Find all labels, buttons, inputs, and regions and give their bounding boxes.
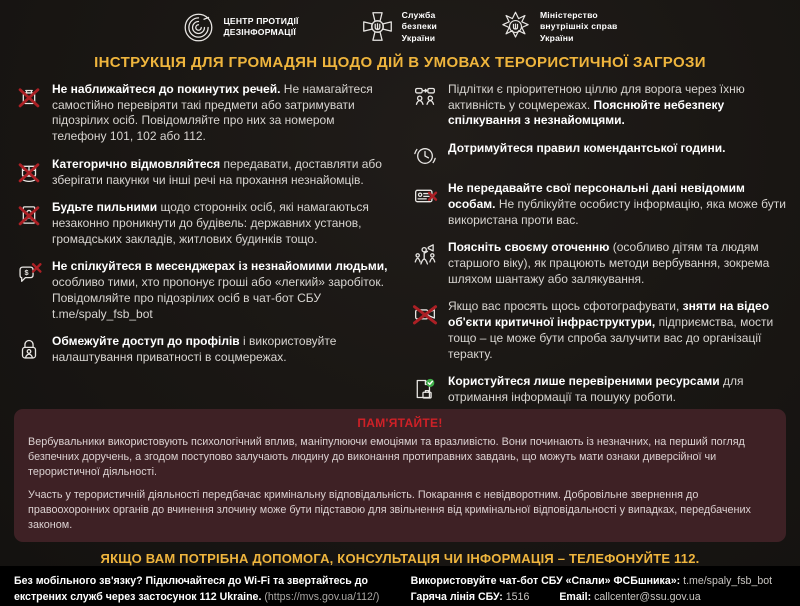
mvs-link[interactable]: (https://mvs.gov.ua/112/) (264, 591, 380, 604)
instruction-item (410, 374, 786, 405)
logo-sbu-logo (361, 10, 437, 44)
logo-cpd-logo (182, 11, 298, 44)
logo-mvs-logo (499, 10, 618, 44)
logo-label: ЦЕНТР ПРОТИДІЇ ДЕЗІНФОРМАЦІЇ (223, 15, 299, 37)
instruction-text: Категорично відмовляйтеся передавати, доставляти або зберігати пакунки чи інші речі на прохання незнайомців. (52, 156, 382, 187)
instruction-item (410, 299, 786, 362)
instruction-item (14, 157, 390, 188)
column-right (410, 82, 786, 406)
reminder-title: ПАМ'ЯТАЙТЕ! (357, 415, 443, 430)
instructions (0, 71, 800, 406)
instruction-text: Підлітки є пріоритетною ціллю для ворога через їхню активність у соцмережах. Пояснюйте небезпеку спілкування з незнайомцями. (448, 82, 745, 128)
logo-label: Міністерство внутрішніх справ України (539, 10, 618, 43)
instruction-item (14, 334, 390, 365)
email (559, 590, 700, 606)
instruction-text: Обмежуйте доступ до профілів і використовуйте налаштування приватності в соцмережах. (52, 334, 337, 365)
footer-right (411, 574, 784, 605)
instruction-text: Не наближайтеся до покинутих речей. Не намагайтеся самостійно перевіряти такі предмети або затримувати підозрілих осіб. Повідомляйте про них за номером телефону 101, 102 або 112. (52, 82, 373, 144)
help-text: ЯКЩО ВАМ ПОТРІБНА ДОПОМОГА, КОНСУЛЬТАЦІЯ ЧИ ІНФОРМАЦІЯ – (100, 551, 569, 567)
reminder-paragraph-1: Вербувальники використовують психологічний вплив, маніпулюючи емоціями та вразливістю. Вони починають із незначних, на перший погляд безпечних доручень, а згодом поступово залучають людину до виконання протиправних завдань, що можуть мати ознаки диверсійної чи терористичної діяльності. (28, 435, 745, 478)
footer-left (14, 574, 384, 605)
chat-money-crossed-icon (14, 259, 44, 322)
instruction-text: Будьте пильними щодо сторонніх осіб, які намагаються незаконно проникнути до будівель: державних установ, громадських закладів, житлових будинків тощо. (52, 200, 369, 246)
hotline (411, 590, 530, 606)
hotline-number: 1516 (505, 591, 530, 604)
instruction-item (410, 82, 786, 129)
hotline-label: Гаряча лінія СБУ: (410, 591, 503, 604)
camera-crossed-icon (410, 299, 440, 362)
reminder-paragraph-2: Участь у терористичній діяльності передбачає кримінальну відповідальність. Покарання є невідворотним. Добровільне звернення до правоохоронних органів до вчинення злочину може бути підставою для звільнення від кримінальної відповідальності у випадках, передбачених законом. (28, 489, 751, 532)
instruction-item (410, 240, 786, 287)
email-address[interactable]: callcenter@ssu.gov.ua (594, 591, 701, 604)
page-title: ІНСТРУКЦІЯ ДЛЯ ГРОМАДЯН ЩОДО ДІЙ В УМОВАХ ТЕРОРИСТИЧНОЇ ЗАГРОЗИ (94, 54, 706, 71)
help-line (0, 551, 800, 566)
email-label: Email: (559, 591, 592, 604)
instruction-item (410, 181, 786, 228)
header-logos (0, 0, 800, 47)
chatbot-link[interactable]: t.me/spaly_fsb_bot (683, 575, 773, 588)
verified-resources-icon (410, 374, 440, 405)
instruction-item (14, 259, 390, 322)
package-crossed-icon (14, 157, 44, 188)
help-phone: ТЕЛЕФОНУЙТЕ 112. (569, 551, 700, 567)
svg-text:$: $ (24, 268, 29, 278)
instruction-item (14, 82, 390, 145)
instruction-item (410, 141, 786, 169)
chatbot-line (411, 574, 784, 590)
column-left (14, 82, 390, 406)
instruction-text: Не спілкуйтеся в месенджерах із незнайомими людьми, особливо тими, хто пропонує гроші або «легкий» заробіток. Повідомляйте про підозрілих осіб в чат-бот СБУ t.me/spaly_fsb_bot (52, 259, 388, 321)
chatbot-label: Використовуйте чат-бот СБУ «Спали» ФСБшника»: (410, 575, 681, 588)
instruction-text: Якщо вас просять щось сфотографувати, зняти на відео об'єкти критичної інфраструктури, підприємства, мости тощо – це може бути спроба залучити вас до організації теракту. (448, 299, 774, 361)
logo-label: Служба безпеки України (401, 10, 437, 43)
instruction-text: Дотримуйтеся правил комендантської години. (448, 141, 726, 156)
reminder-box (14, 409, 786, 543)
hotline-email-line (411, 590, 784, 606)
intruder-crossed-icon (14, 200, 44, 247)
instruction-text: Поясніть своєму оточенню (особливо дітям та людям старшого віку), як працюють методи вербування, зокрема шляхом шантажу або залякування. (448, 240, 770, 286)
instruction-item (14, 200, 390, 247)
instruction-text: Не передавайте свої персональні дані невідомим особам. Не публікуйте особисту інформацію, яка може бути використана проти вас. (448, 181, 786, 227)
cpd-logo-icon (182, 11, 215, 44)
footer (0, 566, 800, 605)
footer-left-text: Без мобільного зв'язку? Підключайтеся до Wi-Fi та звертайтесь до екстрених служб через застосунок 112 Ukraine. (14, 575, 368, 604)
family-megaphone-icon (410, 240, 440, 287)
clock-icon (410, 141, 440, 169)
bomb-crossed-icon (14, 82, 44, 145)
sbu-logo-icon (361, 10, 394, 43)
instruction-text: Користуйтеся лише перевіреними ресурсами для отримання інформації та пошуку роботи. (448, 374, 744, 405)
id-card-crossed-icon (410, 181, 440, 228)
teens-social-icon (410, 82, 440, 129)
mvs-logo-icon (499, 10, 532, 43)
profile-lock-icon (14, 334, 44, 365)
